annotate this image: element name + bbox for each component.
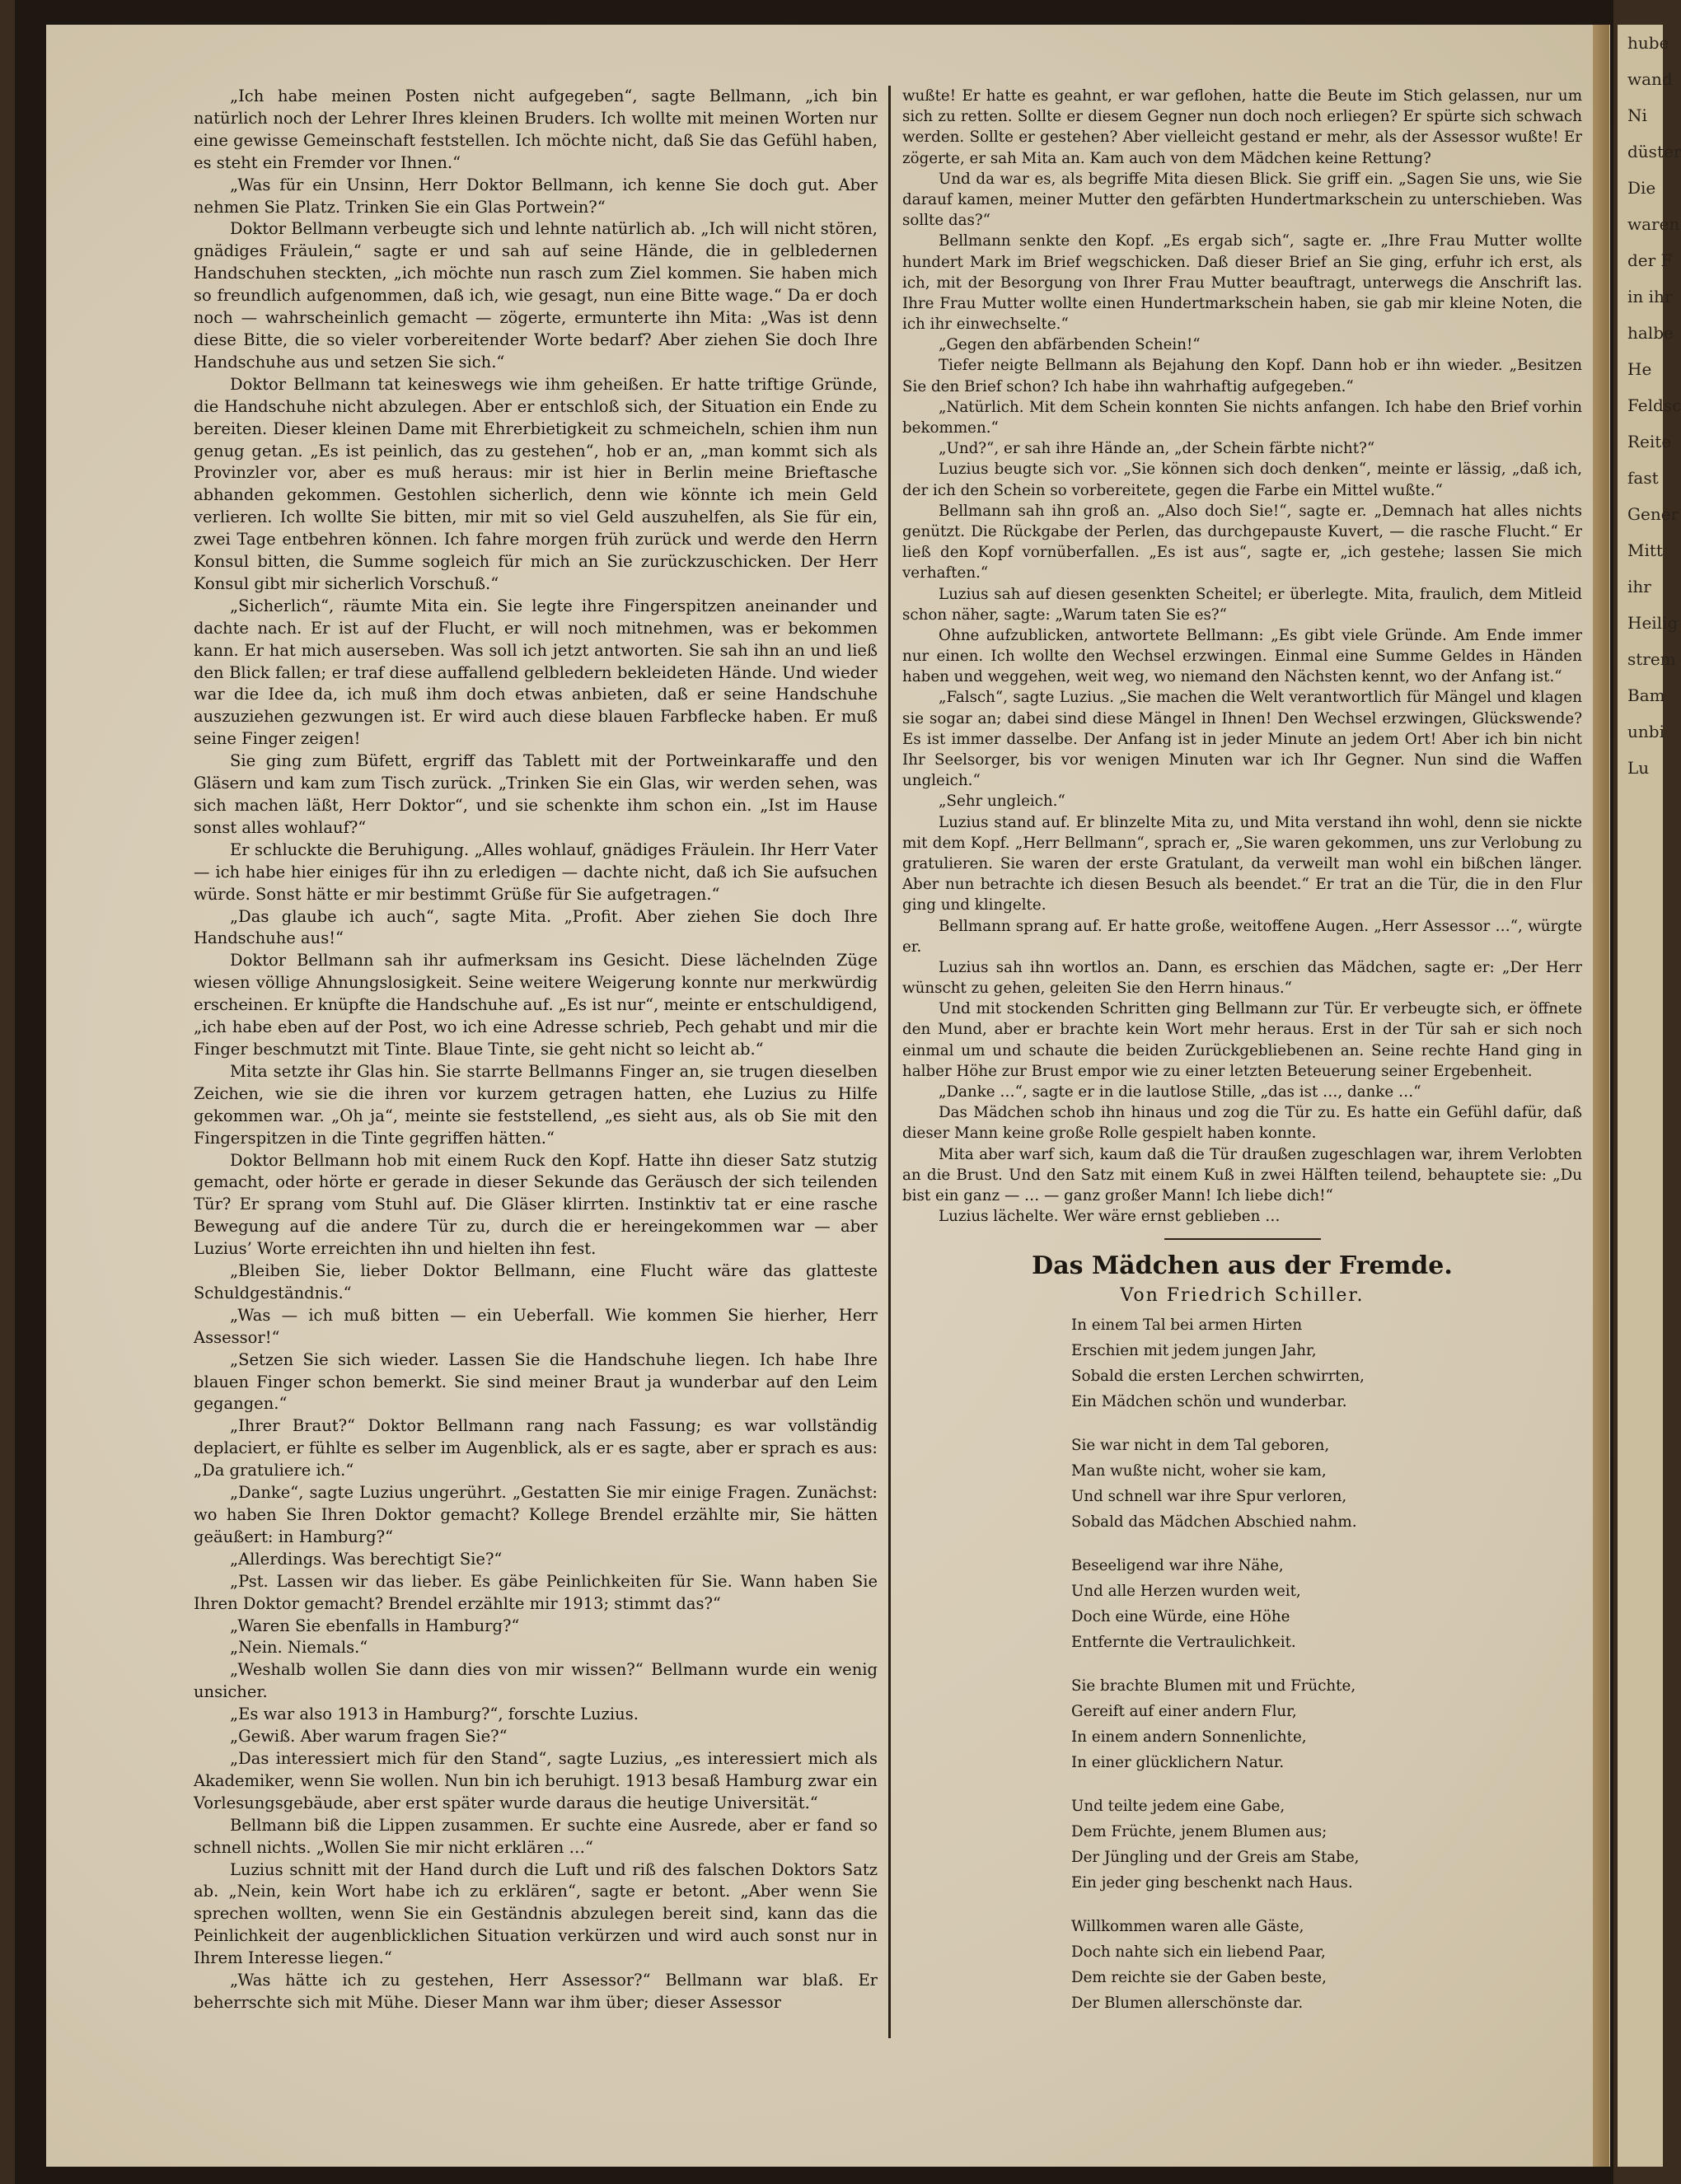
poem-line: Man wußte nicht, woher sie kam,: [1071, 1462, 1327, 1480]
poem-line: Willkommen waren alle Gäste,: [1071, 1918, 1304, 1936]
adjacent-page-fragment: Lu: [1627, 758, 1650, 778]
adjacent-page-fragment: waren: [1627, 214, 1680, 234]
paragraph: Doktor Bellmann hob mit einem Ruck den Kopf. Hatte ihn dieser Satz stutzig gemacht, oder hörte er gerade in dieser Sekunde das Geräusch der sich teilenden Tür? Er sprang vom Stuhl auf. Die Gläser klirrten. Instinktiv tat er eine rasche Bewegung auf die andere Tür zu, durch die er hereingekommen war — aber Luzius’ Worte erreichten ihn und hielten ihn fest.: [194, 1150, 878, 1259]
poem-body: [902, 1312, 1582, 2016]
paragraph: „Waren Sie ebenfalls in Hamburg?“: [230, 1616, 520, 1635]
paragraph: „Was für ein Unsinn, Herr Doktor Bellmann, ich kenne Sie doch gut. Aber nehmen Sie Platz. Trinken Sie ein Glas Portwein?“: [194, 175, 878, 217]
poem-title: Das Mädchen aus der Fremde.: [1032, 1251, 1453, 1281]
paragraph: „Allerdings. Was berechtigt Sie?“: [230, 1549, 503, 1569]
poem-line: In einer glücklichern Natur.: [1071, 1754, 1285, 1772]
paragraph: Luzius stand auf. Er blinzelte Mita zu, und Mita verstand ihn wohl, denn sie nickte mit dem Kopf. „Herr Bellmann“, sprach er, „Sie waren gekommen, uns zur Verlobung zu gratulieren. Sie waren der erste Gratulant, da verweilt man wohl ein bißchen länger. Aber nun betrachte ich diesen Besuch als beendet.“ Er trat an die Tür, die in den Flur ging und klingelte.: [902, 813, 1582, 914]
paragraph: „Bleiben Sie, lieber Doktor Bellmann, eine Flucht wäre das glatteste Schuldgeständnis.“: [194, 1261, 878, 1302]
poem-line: Und schnell war ihre Spur verloren,: [1071, 1488, 1347, 1506]
paragraph: Und mit stockenden Schritten ging Bellmann zur Tür. Er verbeugte sich, er öffnete den Mund, aber er brachte kein Wort mehr heraus. Erst in der Tür sah er sich noch einmal um und schaute die beiden Zurückgebliebenen an. Seine rechte Hand ging in halber Höhe zur Brust empor wie zu einer letzten Beteuerung seiner Ergebenheit.: [902, 1000, 1582, 1080]
adjacent-page-fragment: der F: [1627, 250, 1673, 270]
paragraph: Sie ging zum Büfett, ergriff das Tablett mit der Portweinkaraffe und den Gläsern und kam zum Tisch zurück. „Trinken Sie ein Glas, wir werden sehen, was sich machen läßt, Herr Doktor“, und sie schenkte ihm schon ein. „Ist im Hause sonst alles wohlauf?“: [194, 751, 878, 837]
poem-stanza: [1071, 1673, 1582, 1775]
paragraph: „Das glaube ich auch“, sagte Mita. „Profit. Aber ziehen Sie doch Ihre Handschuhe aus!“: [194, 906, 878, 948]
adjacent-page-fragment: Die: [1627, 178, 1656, 198]
paragraph: „Pst. Lassen wir das lieber. Es gäbe Peinlichkeiten für Sie. Wann haben Sie Ihren Doktor gemacht? Brendel erzählte mir 1913; stimmt das?“: [194, 1571, 878, 1613]
adjacent-page-fragment: Bam: [1627, 685, 1665, 705]
paragraph: Ohne aufzublicken, antwortete Bellmann: „Es gibt viele Gründe. Am Ende immer nur einen. Ich wollte den Wechsel erzwingen. Einmal eine Summe Geldes in Händen haben und weggehen, weit weg, wo niemand den Nächsten kennt, wo der Anfang ist.“: [902, 626, 1582, 686]
adjacent-page-fragment: wand: [1627, 69, 1673, 89]
adjacent-page-fragment: Ni: [1627, 105, 1647, 125]
paragraph: Doktor Bellmann tat keineswegs wie ihm geheißen. Er hatte triftige Gründe, die Handschuhe nicht abzulegen. Aber er entschloß sich, der Situation ein Ende zu bereiten. Dieser kleinen Dame mit Ehrerbietigkeit zu schmeicheln, schien ihm nun genug getan. „Es ist peinlich, das zu gestehen“, hob er an, „man kommt sich als Provinzler vor, aber es muß heraus: mir ist hier in Berlin meine Brieftasche abhanden gekommen. Gestohlen sicherlich, denn wie könnte ich mein Geld verlieren. Ich wollte Sie bitten, mir mit so viel Geld auszuhelfen, als Sie für ein, zwei Tage entbehren können. Ich fahre morgen früh zurück und werde den Herrn Konsul bitten, die Summe sogleich für mich an Sie zurückzuschicken. Der Herr Konsul gibt mir sicherlich Vorschuß.“: [194, 374, 878, 593]
adjacent-page-fragment: fast: [1627, 468, 1659, 488]
paragraph: Er schluckte die Beruhigung. „Alles wohlauf, gnädiges Fräulein. Ihr Herr Vater — ich habe hier einiges für ihn zu erledigen — dachte nicht, daß ich Sie aufsuchen würde. Sonst hätte er mir bestimmt Grüße für Sie aufgetragen.“: [194, 839, 878, 904]
adjacent-page-fragment: düster: [1627, 142, 1681, 161]
paragraph: Bellmann biß die Lippen zusammen. Er suchte eine Ausrede, aber er fand so schnell nichts. „Wollen Sie mir nicht erklären …“: [194, 1815, 878, 1857]
adjacent-page-fragment: Mitt: [1627, 540, 1663, 560]
adjacent-page-fragment: He: [1627, 359, 1652, 379]
poem-line: In einem Tal bei armen Hirten: [1071, 1316, 1303, 1335]
paragraph: „Was — ich muß bitten — ein Ueberfall. Wie kommen Sie hierher, Herr Assessor!“: [194, 1305, 878, 1347]
paragraph: „Falsch“, sagte Luzius. „Sie machen die Welt verantwortlich für Mängel und klagen sie sogar an; dabei sind diese Mängel in Ihnen! Den Wechsel erzwingen, Glückswende? Es ist immer dasselbe. Der Anfang ist in jeder Minute an jedem Ort! Aber ich bin nicht Ihr Seelsorger, bis vor wenigen Minuten war ich Ihr Gegner. Nun sind die Waffen ungleich.“: [902, 689, 1582, 790]
right-text-column: [902, 86, 1582, 2034]
paragraph: „Und?“, er sah ihre Hände an, „der Schein färbte nicht?“: [939, 440, 1375, 458]
poem-stanza: [1071, 1433, 1582, 1535]
poem-line: Sobald das Mädchen Abschied nahm.: [1071, 1513, 1357, 1532]
poem-stanza: [1071, 1793, 1582, 1896]
paragraph: „Gegen den abfärbenden Schein!“: [939, 336, 1201, 354]
poem-line: Sie brachte Blumen mit und Früchte,: [1071, 1677, 1356, 1695]
poem-stanza: [1071, 1553, 1582, 1655]
paragraph: Mita aber warf sich, kaum daß die Tür draußen zugeschlagen war, ihrem Verlobten an die Brust. Und den Satz mit einem Kuß in zwei Hälften teilend, behauptete sie: „Du bist ein ganz — … — ganz großer Mann! Ich liebe dich!“: [902, 1145, 1582, 1204]
paragraph: „Danke“, sagte Luzius ungerührt. „Gestatten Sie mir einige Fragen. Zunächst: wo haben Sie Ihren Doktor gemacht? Kollege Brendel erzählte mir, Sie hätten geäußert: in Hamburg?“: [194, 1483, 878, 1546]
poem-line: Dem Früchte, jenem Blumen aus;: [1071, 1823, 1327, 1841]
adjacent-page-fragment: unbi: [1627, 722, 1665, 741]
left-text-column: [194, 86, 878, 2014]
paragraph: Luzius beugte sich vor. „Sie können sich doch denken“, meinte er lässig, „daß ich, der ich den Schein so vorbereitete, gegen die Farbe ein Mittel wußte.“: [902, 461, 1582, 499]
poem-line: Der Blumen allerschönste dar.: [1071, 1995, 1304, 2013]
paragraph: „Was hätte ich zu gestehen, Herr Assessor?“ Bellmann war blaß. Er beherrschte sich mit Mühe. Dieser Mann war ihm über; dieser Assessor: [194, 1971, 878, 2012]
paragraph: Das Mädchen schob ihn hinaus und zog die Tür zu. Es hatte ein Gefühl dafür, daß dieser Mann keine große Rolle gespielt haben konnte.: [902, 1104, 1582, 1143]
paragraph: Luzius lächelte. Wer wäre ernst geblieben …: [939, 1208, 1281, 1226]
paragraph: Bellmann senkte den Kopf. „Es ergab sich“, sagte er. „Ihre Frau Mutter wollte hundert Mark im Brief wegschicken. Daß dieser Brief an Sie ging, erfuhr ich erst, als ich, mit der Besorgung von Ihrer Frau Mutter beauftragt, unterwegs die Anschrift las. Ihre Frau Mutter wollte einen Hundertmarkschein haben, sie gab mir kleine Noten, die ich ihr einwechselte.“: [902, 232, 1582, 334]
paragraph: Und da war es, als begriffe Mita diesen Blick. Sie griff ein. „Sagen Sie uns, wie Sie darauf kamen, meiner Mutter den gefärbten Hundertmarkschein zu unterschieben. Was sollte das?“: [902, 170, 1582, 230]
paragraph: „Setzen Sie sich wieder. Lassen Sie die Handschuhe liegen. Ich habe Ihre blauen Finger schon bemerkt. Sie sind meiner Braut ja wunderbar auf den Leim gegangen.“: [194, 1349, 878, 1414]
adjacent-page-fragment: Heilig: [1627, 613, 1679, 633]
story-ending: [902, 86, 1582, 1227]
poem-line: Der Jüngling und der Greis am Stabe,: [1071, 1849, 1360, 1867]
poem-line: In einem andern Sonnenlichte,: [1071, 1728, 1307, 1747]
paragraph: „Danke …“, sagte er in die lautlose Stille, „das ist …, danke …“: [939, 1083, 1421, 1101]
section-rule: [1164, 1238, 1321, 1240]
column-divider: [888, 86, 891, 2038]
adjacent-page-fragment: Reite: [1627, 432, 1672, 451]
poem-line: Sie war nicht in dem Tal geboren,: [1071, 1437, 1330, 1455]
paragraph: „Ihrer Braut?“ Doktor Bellmann rang nach Fassung; es war vollständig deplaciert, er fühlte es selber im Augenblick, als er es sagte, aber er sprach es aus: „Da gratuliere ich.“: [194, 1416, 878, 1480]
poem-line: Ein jeder ging beschenkt nach Haus.: [1071, 1874, 1353, 1892]
poem-line: Dem reichte sie der Gaben beste,: [1071, 1969, 1327, 1987]
poem-line: Doch eine Würde, eine Höhe: [1071, 1608, 1290, 1626]
poem-line: Doch nahte sich ein liebend Paar,: [1071, 1943, 1326, 1962]
poem-line: Erschien mit jedem jungen Jahr,: [1071, 1342, 1317, 1360]
paragraph: Luzius schnitt mit der Hand durch die Luft und riß des falschen Doktors Satz ab. „Nein, kein Wort habe ich zu erklären“, sagte er betont. „Aber wenn Sie sprechen wollten, wenn Sie ein Geständnis abzulegen bereit sind, kann das die Peinlichkeit der augenblicklichen Situation verkürzen und wird auch sonst nur in Ihrem Interesse liegen.“: [194, 1859, 878, 1968]
poem-line: Sobald die ersten Lerchen schwirrten,: [1071, 1368, 1365, 1386]
book-spine: [1593, 25, 1609, 2167]
paragraph: „Das interessiert mich für den Stand“, sagte Luzius, „es interessiert mich als Akademiker, wenn Sie wollen. Nun bin ich beruhigt. 1913 besaß Hamburg zwar ein Vorlesungsgebäude, aber erst später wurde daraus die heutige Universität.“: [194, 1748, 878, 1812]
poem-line: Und teilte jedem eine Gabe,: [1071, 1798, 1285, 1816]
paragraph: Bellmann sprang auf. Er hatte große, weitoffene Augen. „Herr Assessor …“, würgte er.: [902, 917, 1582, 956]
poem-line: Und alle Herzen wurden weit,: [1071, 1583, 1301, 1601]
adjacent-page-fragment: halbe: [1627, 323, 1674, 343]
adjacent-page-edge: [1618, 25, 1681, 2167]
paragraph: „Nein. Niemals.“: [230, 1638, 368, 1658]
adjacent-page-fragment: in ihr: [1627, 287, 1673, 306]
poem-stanza: [1071, 1312, 1582, 1415]
paragraph: wußte! Er hatte es geahnt, er war geflohen, hatte die Beute im Stich gelassen, nur um sich zu retten. Sollte er diesem Gegner nun doch noch erliegen? Er spürte sich schwach werden. Sollte er gestehen? Aber vielleicht gestand er mehr, als der Assessor wußte! Er zögerte, er sah Mita an. Kam auch von dem Mädchen keine Rettung?: [902, 87, 1582, 167]
paragraph: „Es war also 1913 in Hamburg?“, forschte Luzius.: [230, 1705, 639, 1724]
poem-stanza: [1071, 1914, 1582, 2016]
paragraph: Tiefer neigte Bellmann als Bejahung den Kopf. Dann hob er ihn wieder. „Besitzen Sie den Brief schon? Ich habe ihn wahrhaftig aufgegeben.“: [902, 357, 1582, 395]
paragraph: „Weshalb wollen Sie dann dies von mir wissen?“ Bellmann wurde ein wenig unsicher.: [194, 1660, 878, 1702]
adjacent-page-fragment: Feldsc: [1627, 395, 1681, 415]
poem-line: Entfernte die Vertraulichkeit.: [1071, 1634, 1296, 1652]
paragraph: „Gewiß. Aber warum fragen Sie?“: [230, 1727, 508, 1747]
paragraph: Doktor Bellmann verbeugte sich und lehnte natürlich ab. „Ich will nicht stören, gnädiges Fräulein,“ sagte er und sah auf seine Hände, die in gelbledernen Handschuhen steckten, „ich möchte nun rasch zum Ziel kommen. Sie haben mich so freundlich aufgenommen, daß ich, wie gesagt, nun eine Bitte wage.“ Da er doch noch — wahrscheinlich gemacht — zögerte, ermunterte ihn Mita: „Was ist denn diese Bitte, die so vieler vorbereitender Worte bedarf? Aber ziehen Sie doch Ihre Handschuhe aus und setzen Sie sich.“: [194, 219, 878, 372]
paragraph: „Sicherlich“, räumte Mita ein. Sie legte ihre Fingerspitzen aneinander und dachte nach. Er ist auf der Flucht, er will noch mitnehmen, was er bekommen kann. Er hat mich auserseben. Was soll ich jetzt antworten. Sie sah ihn an und ließ den Blick fallen; er traf diese auffallend gelbledern bekleideten Hände. Und wieder war die Idee da, ich muß ihm doch etwas anbieten, daß er seine Handschuhe auszuziehen gezwungen ist. Er wird auch diese blauen Farbflecke haben. Er muß seine Finger zeigen!: [194, 596, 878, 749]
adjacent-page-fragment: ihr: [1627, 577, 1651, 596]
poem-line: Ein Mädchen schön und wunderbar.: [1071, 1393, 1347, 1411]
paragraph: Mita setzte ihr Glas hin. Sie starrte Bellmanns Finger an, sie trugen dieselben Zeichen, wie sie die ihren vor kurzem getragen hatten, ehe Luzius zu Hilfe gekommen war. „Oh ja“, meinte sie feststellend, „es sieht aus, als ob Sie mit den Fingerspitzen in die Tinte gegriffen hätten.“: [194, 1061, 878, 1148]
adjacent-page-fragment: hube: [1627, 33, 1669, 53]
adjacent-page-fragment: Gener: [1627, 504, 1679, 524]
poem-author: Von Friedrich Schiller.: [1120, 1285, 1365, 1307]
paragraph: „Natürlich. Mit dem Schein konnten Sie nichts anfangen. Ich habe den Brief vorhin bekommen.“: [902, 398, 1582, 437]
poem-line: Gereift auf einer andern Flur,: [1071, 1703, 1297, 1721]
paragraph: Doktor Bellmann sah ihr aufmerksam ins Gesicht. Diese lächelnden Züge wiesen völlige Ahnungslosigkeit. Seine weitere Weigerung konnte nur merkwürdig erscheinen. Er knüpfte die Handschuhe auf. „Es ist nur“, meinte er entschuldigend, „ich habe eben auf der Post, wo ich eine Adresse schrieb, Pech gehabt und mir die Finger beschmutzt mit Tinte. Blaue Tinte, sie geht nicht so leicht ab.“: [194, 951, 878, 1059]
paragraph: Luzius sah ihn wortlos an. Dann, es erschien das Mädchen, sagte er: „Der Herr wünscht zu gehen, geleiten Sie den Herrn hinaus.“: [902, 958, 1582, 998]
paragraph: „Sehr ungleich.“: [939, 793, 1065, 811]
paragraph: Luzius sah auf diesen gesenkten Scheitel; er überlegte. Mita, fraulich, dem Mitleid schon näher, sagte: „Warum taten Sie es?“: [902, 585, 1582, 624]
poem-line: Beseeligend war ihre Nähe,: [1071, 1557, 1284, 1575]
paragraph: Bellmann sah ihn groß an. „Also doch Sie!“, sagte er. „Demnach hat alles nichts genützt. Die Rückgabe der Perlen, das durchgepauste Kuvert, — die rasche Flucht.“ Er ließ den Kopf vornüberfallen. „Es ist aus“, sagte er, „ich gestehe; lassen Sie mich verhaften.“: [902, 502, 1582, 582]
adjacent-page-fragment: strem: [1627, 649, 1676, 669]
paragraph: „Ich habe meinen Posten nicht aufgegeben“, sagte Bellmann, „ich bin natürlich noch der Lehrer Ihres kleinen Bruders. Ich wollte mit meinen Worten nur eine gewisse Gemeinschaft feststellen. Ich möchte nicht, daß Sie das Gefühl haben, es steht ein Fremder vor Ihnen.“: [194, 87, 878, 172]
